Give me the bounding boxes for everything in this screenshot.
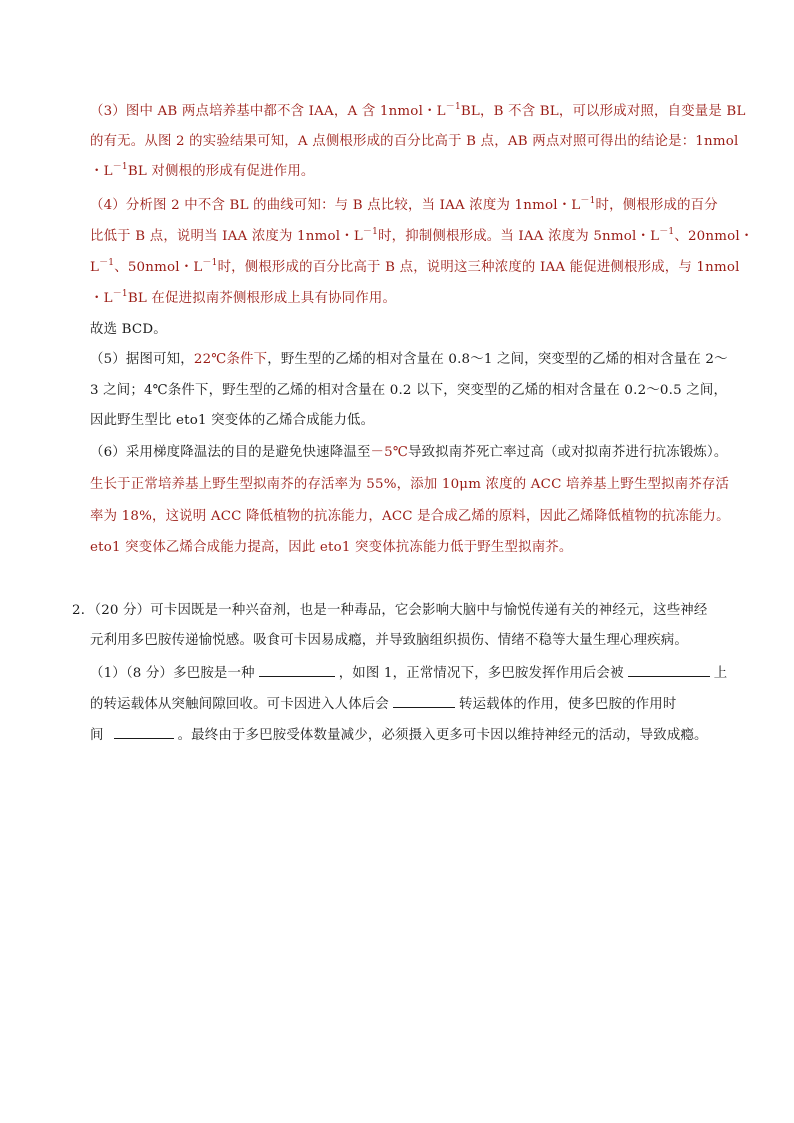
question-2-sub1-line-1 [90, 662, 727, 684]
text: 故选 BCD。 [90, 322, 167, 337]
text: BL 在促进拟南芥侧根形成上具有协同作用。 [127, 291, 397, 306]
text: eto1 突变体乙烯合成能力提高，因此 eto1 突变体抗冻能力低于野生型拟南芥。 [90, 540, 573, 555]
text: 、50nmol・L [114, 260, 203, 275]
question-2-sub1-line-2 [90, 693, 676, 715]
para-6-line-1 [90, 443, 728, 463]
text: ・L [90, 164, 113, 179]
text: 元利用多巴胺传递愉悦感。吸食可卡因易成瘾，并导致脑组织损伤、情绪不稳等大量生理心理疾病。 [90, 633, 688, 648]
para-3-line-2 [90, 132, 739, 152]
text: 间 [90, 728, 104, 743]
text: 导致拟南芥死亡率过高（或对拟南芥进行抗冻锻炼）。 [408, 445, 728, 460]
text: ・L [90, 291, 113, 306]
question-2-sub1-line-3 [90, 724, 708, 746]
text: BL 对侧根的形成有促进作用。 [127, 164, 315, 179]
text: 时，侧根形成的百分比高于 B 点，说明这三种浓度的 IAA 能促进侧根形成，与 1nmol [217, 260, 740, 275]
text: （5）据图可知， [90, 352, 194, 367]
answer-blank-4[interactable] [114, 724, 174, 739]
para-6-line-4 [90, 538, 572, 558]
superscript: －1 [99, 258, 115, 268]
answer-choice [90, 320, 167, 340]
text: 2．（20 分）可卡因既是一种兴奋剂，也是一种毒品，它会影响大脑中与愉悦传递有关的神经元，这些神经 [72, 603, 708, 618]
text: 的转运载体从突触间隙回收。可卡因进入人体后会 [90, 697, 389, 712]
superscript: －1 [112, 162, 128, 172]
text: （4）分析图 2 中不含 BL 的曲线可知：与 B 点比较，当 IAA 浓度为 1nmol・L [90, 198, 581, 213]
superscript: －1 [659, 227, 675, 237]
text: 因此野生型比 eto1 突变体的乙烯合成能力低。 [90, 413, 375, 428]
para-4-line-3 [90, 258, 740, 278]
text: BL，B 不含 BL，可以形成对照，自变量是 BL [460, 104, 746, 119]
para-6-line-2 [90, 475, 729, 495]
text: （1）（8 分）多巴胺是一种 [90, 666, 255, 681]
text: 比低于 B 点，说明当 IAA 浓度为 1nmol・L [90, 229, 363, 244]
superscript: －1 [580, 196, 596, 206]
question-2-line-2 [90, 631, 688, 651]
para-6-line-3 [90, 507, 730, 527]
text: L [90, 260, 100, 275]
text: 的有无。从图 2 的实验结果可知，A 点侧根形成的百分比高于 B 点，AB 两点对照可得出的结论是：1nmol [90, 134, 739, 149]
superscript: －1 [445, 102, 461, 112]
para-5-line-2 [90, 381, 727, 401]
superscript: －1 [362, 227, 379, 237]
para-5-line-3 [90, 411, 374, 431]
text: 、20nmol・ [674, 229, 754, 244]
text: 3 之间；4℃条件下，野生型的乙烯的相对含量在 0.2 以下，突变型的乙烯的相对含量在 0.2～0.5 之间， [90, 383, 728, 398]
superscript: －1 [202, 258, 218, 268]
para-3-line-3 [90, 162, 315, 182]
text: 转运载体的作用，使多巴胺的作用时 [459, 697, 677, 712]
text: ，野生型的乙烯的相对含量在 0.8～1 之间，突变型的乙烯的相对含量在 2～ [267, 352, 728, 367]
para-5-line-1 [90, 350, 728, 370]
highlight-text: －5℃ [370, 445, 409, 460]
text: ，如图 1，正常情况下，多巴胺发挥作用后会被 [338, 666, 624, 681]
text: 上 [713, 666, 728, 681]
text: 率为 18%，这说明 ACC 降低植物的抗冻能力，ACC 是合成乙烯的原料，因此乙烯降低植物的抗冻能力。 [90, 509, 730, 524]
text: （3）图中 AB 两点培养基中都不含 IAA，A 含 1nmol・L [90, 104, 446, 119]
text: （6）采用梯度降温法的目的是避免快速降温至 [90, 445, 371, 460]
para-4-line-2 [90, 227, 753, 247]
para-3-line-1 [90, 102, 746, 122]
answer-blank-1[interactable] [259, 662, 335, 677]
text: 。最终由于多巴胺受体数量减少，必须摄入更多可卡因以维持神经元的活动，导致成瘾。 [177, 728, 708, 743]
text: 生长于正常培养基上野生型拟南芥的存活率为 55%，添加 10μm 浓度的 ACC 培养基上野生型拟南芥存活 [90, 477, 730, 492]
para-4-line-1 [90, 196, 718, 216]
para-4-line-4 [90, 289, 396, 309]
question-2-line-1 [72, 601, 708, 621]
highlight-text: 22℃条件下 [193, 352, 268, 367]
superscript: －1 [112, 289, 128, 299]
answer-blank-2[interactable] [628, 662, 710, 677]
text: 时，侧根形成的百分 [595, 198, 718, 213]
answer-blank-3[interactable] [393, 693, 455, 708]
text: 时，抑制侧根形成。当 IAA 浓度为 5nmol・L [378, 229, 660, 244]
